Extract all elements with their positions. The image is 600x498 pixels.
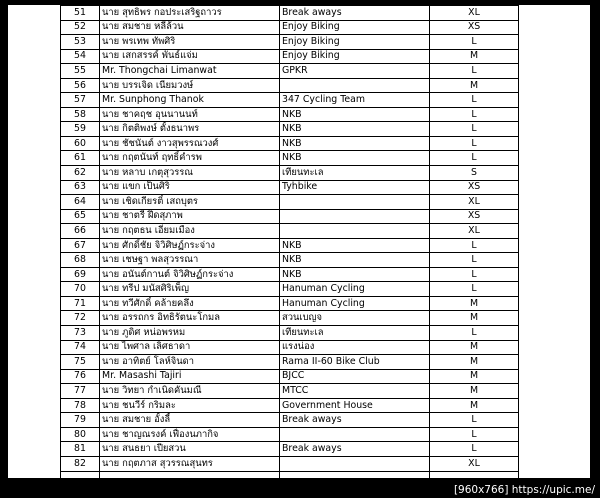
table-row — [61, 326, 519, 341]
rider-name-cell: นาย แขก เป็นศิริ — [100, 180, 280, 195]
rider-name-cell: Mr. Thongchai Limanwat — [100, 64, 280, 79]
rider-number-cell: 59 — [61, 122, 100, 137]
table-row — [61, 398, 519, 413]
shirt-size-cell: L — [430, 238, 519, 253]
team-name-cell: NKB — [280, 107, 430, 122]
team-name-cell: NKB — [280, 136, 430, 151]
team-name-cell: Break aways — [280, 442, 430, 457]
rider-name-cell: นาย ทรีป มนัสศิริเพ็ญ — [100, 282, 280, 297]
table-row — [61, 369, 519, 384]
participant-table-body — [61, 6, 519, 479]
team-name-cell: NKB — [280, 267, 430, 282]
team-name-cell — [280, 195, 430, 210]
team-name-cell: MTCC — [280, 384, 430, 399]
empty-cell — [430, 471, 519, 478]
rider-number-cell: 78 — [61, 398, 100, 413]
team-name-cell: NKB — [280, 122, 430, 137]
shirt-size-cell: M — [430, 296, 519, 311]
table-row — [61, 209, 519, 224]
shirt-size-cell: L — [430, 151, 519, 166]
rider-number-cell: 70 — [61, 282, 100, 297]
shirt-size-cell: L — [430, 93, 519, 108]
team-name-cell: BJCC — [280, 369, 430, 384]
rider-number-cell: 58 — [61, 107, 100, 122]
rider-number-cell: 60 — [61, 136, 100, 151]
team-name-cell — [280, 224, 430, 239]
rider-name-cell: นาย ไพศาล เลิศธาดา — [100, 340, 280, 355]
rider-number-cell: 64 — [61, 195, 100, 210]
rider-number-cell: 56 — [61, 78, 100, 93]
table-row — [61, 93, 519, 108]
rider-name-cell: นาย ทวีศักดิ์ คล้ายคลึง — [100, 296, 280, 311]
team-name-cell: Government House — [280, 398, 430, 413]
shirt-size-cell: M — [430, 340, 519, 355]
rider-number-cell: 74 — [61, 340, 100, 355]
table-row — [61, 151, 519, 166]
table-row — [61, 427, 519, 442]
empty-cell — [100, 471, 280, 478]
rider-number-cell: 80 — [61, 427, 100, 442]
rider-name-cell: Mr. Masashi Tajiri — [100, 369, 280, 384]
table-row — [61, 296, 519, 311]
rider-name-cell: นาย สมชาย อั้งลี้ — [100, 413, 280, 428]
rider-name-cell: นาย หลาบ เกตุสุวรรณ — [100, 166, 280, 181]
image-host-watermark: [960x766] https://upic.me/ — [449, 482, 600, 498]
table-row — [61, 166, 519, 181]
team-name-cell: Hanuman Cycling — [280, 282, 430, 297]
rider-name-cell: นาย สนธยา เปียสวน — [100, 442, 280, 457]
table-row — [61, 224, 519, 239]
shirt-size-cell: M — [430, 311, 519, 326]
rider-name-cell: นาย อรรถกร อิทธิรัตนะโกมล — [100, 311, 280, 326]
table-row — [61, 384, 519, 399]
rider-number-cell: 65 — [61, 209, 100, 224]
rider-name-cell: นาย กิตติพงษ์ ตั้งธนาพร — [100, 122, 280, 137]
shirt-size-cell: XL — [430, 456, 519, 471]
shirt-size-cell: M — [430, 384, 519, 399]
table-row — [61, 122, 519, 137]
rider-name-cell: นาย ชาตรี ฝึดสุภาพ — [100, 209, 280, 224]
rider-name-cell: นาย ชาญณรงค์ เฟื่องนภากิจ — [100, 427, 280, 442]
table-row — [61, 180, 519, 195]
rider-name-cell: นาย อาทิตย์ โลห์จินดา — [100, 355, 280, 370]
team-name-cell: Enjoy Biking — [280, 49, 430, 64]
rider-name-cell: นาย กฤตภาส สุวรรณสุนทร — [100, 456, 280, 471]
table-row — [61, 238, 519, 253]
team-name-cell — [280, 456, 430, 471]
rider-name-cell: นาย อนันต์กานต์ จิวิศิษฏ์กระจ่าง — [100, 267, 280, 282]
rider-number-cell: 61 — [61, 151, 100, 166]
table-row — [61, 136, 519, 151]
rider-number-cell: 54 — [61, 49, 100, 64]
spreadsheet-page — [8, 5, 590, 478]
shirt-size-cell: L — [430, 64, 519, 79]
shirt-size-cell: L — [430, 282, 519, 297]
table-row — [61, 49, 519, 64]
rider-name-cell: นาย ชาคฤช อุนนานนท์ — [100, 107, 280, 122]
table-row — [61, 253, 519, 268]
table-row — [61, 20, 519, 35]
shirt-size-cell: S — [430, 166, 519, 181]
rider-number-cell: 67 — [61, 238, 100, 253]
shirt-size-cell: L — [430, 267, 519, 282]
team-name-cell: เทียนทะเล — [280, 326, 430, 341]
rider-name-cell: นาย เสกสรรค์ พันธ์แจ่ม — [100, 49, 280, 64]
rider-number-cell: 73 — [61, 326, 100, 341]
empty-table-row — [61, 471, 519, 478]
table-row — [61, 6, 519, 21]
rider-number-cell: 62 — [61, 166, 100, 181]
table-row — [61, 311, 519, 326]
table-row — [61, 413, 519, 428]
team-name-cell: Enjoy Biking — [280, 35, 430, 50]
rider-number-cell: 63 — [61, 180, 100, 195]
team-name-cell: Rama II-60 Bike Club — [280, 355, 430, 370]
table-row — [61, 340, 519, 355]
rider-number-cell: 52 — [61, 20, 100, 35]
team-name-cell — [280, 209, 430, 224]
rider-name-cell: นาย เชษฐา พลสุวรรณา — [100, 253, 280, 268]
empty-cell — [61, 471, 100, 478]
rider-number-cell: 82 — [61, 456, 100, 471]
shirt-size-cell: M — [430, 369, 519, 384]
shirt-size-cell: L — [430, 107, 519, 122]
rider-number-cell: 77 — [61, 384, 100, 399]
team-name-cell: Break aways — [280, 413, 430, 428]
rider-name-cell: นาย สุทธิพร กอประเสริฐถาวร — [100, 6, 280, 21]
shirt-size-cell: XS — [430, 20, 519, 35]
rider-number-cell: 57 — [61, 93, 100, 108]
rider-name-cell: Mr. Sunphong Thanok — [100, 93, 280, 108]
shirt-size-cell: M — [430, 398, 519, 413]
shirt-size-cell: XL — [430, 195, 519, 210]
rider-number-cell: 68 — [61, 253, 100, 268]
shirt-size-cell: XS — [430, 209, 519, 224]
rider-name-cell: นาย สมชาย หลีล้วน — [100, 20, 280, 35]
team-name-cell: NKB — [280, 151, 430, 166]
team-name-cell: NKB — [280, 253, 430, 268]
shirt-size-cell: L — [430, 253, 519, 268]
rider-name-cell: นาย พรเทพ ทัพศิริ — [100, 35, 280, 50]
shirt-size-cell: M — [430, 355, 519, 370]
team-name-cell: เทียนทะเล — [280, 166, 430, 181]
rider-name-cell: นาย กฤตนันท์ ฤทธิ์คำรพ — [100, 151, 280, 166]
rider-number-cell: 79 — [61, 413, 100, 428]
rider-name-cell: นาย ศักดิ์ชัย จิวิศิษฏ์กระจ่าง — [100, 238, 280, 253]
team-name-cell: Hanuman Cycling — [280, 296, 430, 311]
shirt-size-cell: M — [430, 49, 519, 64]
rider-name-cell: นาย ชัชนันต์ งาวสุพรรณวงศ์ — [100, 136, 280, 151]
team-name-cell — [280, 78, 430, 93]
team-name-cell: 347 Cycling Team — [280, 93, 430, 108]
shirt-size-cell: L — [430, 413, 519, 428]
rider-number-cell: 81 — [61, 442, 100, 457]
rider-number-cell: 53 — [61, 35, 100, 50]
table-row — [61, 195, 519, 210]
rider-number-cell: 76 — [61, 369, 100, 384]
shirt-size-cell: L — [430, 442, 519, 457]
rider-name-cell: นาย เชิดเกียรติ์ เสถบุตร — [100, 195, 280, 210]
team-name-cell: Break aways — [280, 6, 430, 21]
shirt-size-cell: L — [430, 427, 519, 442]
team-name-cell: สวนเบญจ — [280, 311, 430, 326]
team-name-cell — [280, 427, 430, 442]
table-row — [61, 64, 519, 79]
shirt-size-cell: M — [430, 78, 519, 93]
rider-number-cell: 72 — [61, 311, 100, 326]
shirt-size-cell: XS — [430, 180, 519, 195]
rider-name-cell: นาย ชนวีร์ กริมละ — [100, 398, 280, 413]
shirt-size-cell: XL — [430, 6, 519, 21]
rider-name-cell: นาย วิทยา กำเนิดคันมณี — [100, 384, 280, 399]
team-name-cell: แรงน่อง — [280, 340, 430, 355]
rider-number-cell: 51 — [61, 6, 100, 21]
shirt-size-cell: L — [430, 136, 519, 151]
shirt-size-cell: L — [430, 35, 519, 50]
table-row — [61, 107, 519, 122]
table-row — [61, 78, 519, 93]
shirt-size-cell: L — [430, 122, 519, 137]
rider-name-cell: นาย ภูดิศ หน่อพรหม — [100, 326, 280, 341]
team-name-cell: Enjoy Biking — [280, 20, 430, 35]
rider-number-cell: 69 — [61, 267, 100, 282]
table-row — [61, 267, 519, 282]
shirt-size-cell: L — [430, 326, 519, 341]
team-name-cell: GPKR — [280, 64, 430, 79]
table-row — [61, 456, 519, 471]
rider-number-cell: 55 — [61, 64, 100, 79]
rider-name-cell: นาย บรรเจิด เนียมวงษ์ — [100, 78, 280, 93]
shirt-size-cell: XL — [430, 224, 519, 239]
participant-table — [60, 5, 519, 478]
rider-number-cell: 71 — [61, 296, 100, 311]
table-row — [61, 442, 519, 457]
team-name-cell: NKB — [280, 238, 430, 253]
rider-name-cell: นาย กฤตธน เอี่ยมเมือง — [100, 224, 280, 239]
table-row — [61, 282, 519, 297]
table-row — [61, 35, 519, 50]
table-row — [61, 355, 519, 370]
team-name-cell: Tyhbike — [280, 180, 430, 195]
empty-cell — [280, 471, 430, 478]
rider-number-cell: 75 — [61, 355, 100, 370]
rider-number-cell: 66 — [61, 224, 100, 239]
